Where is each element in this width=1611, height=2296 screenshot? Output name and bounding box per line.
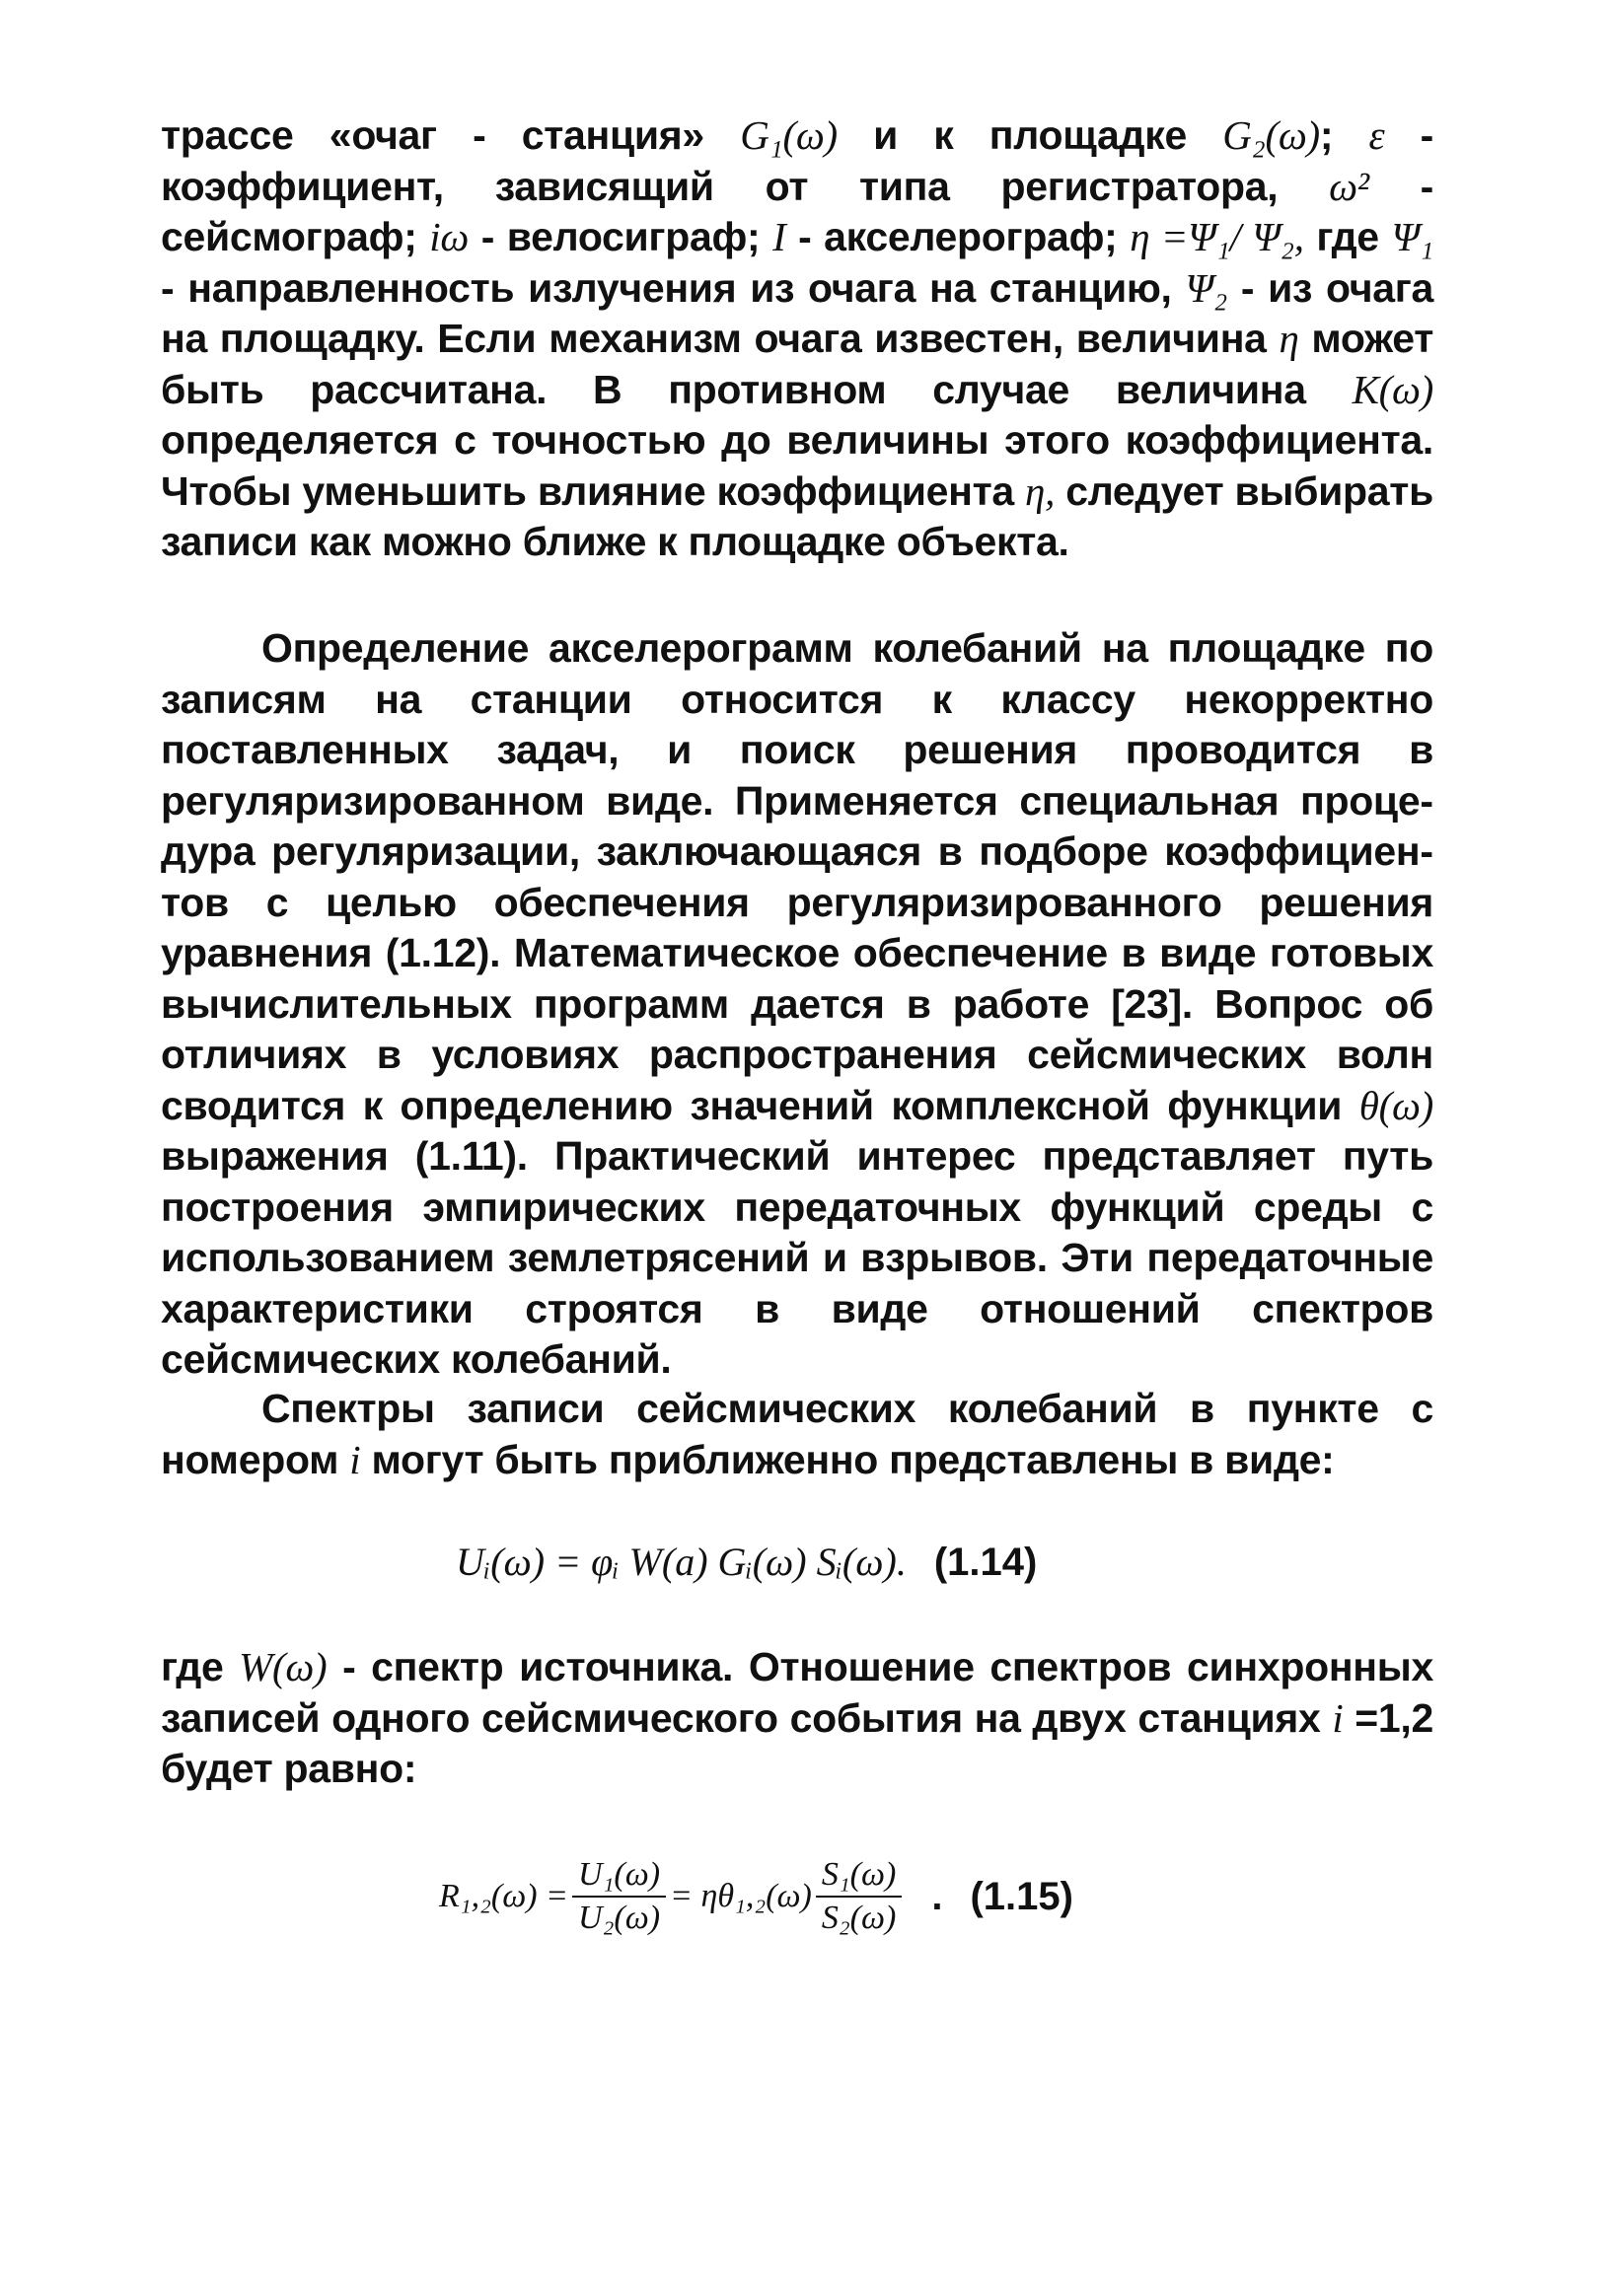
text-segment: - из очага на площадку. Если механизм очага известен, величина bbox=[161, 264, 1433, 361]
text-segment: - направленность излучения из очага на станцию, bbox=[161, 264, 1186, 311]
math-g1: G₁(ω) bbox=[740, 112, 838, 158]
paragraph-2 bbox=[161, 623, 1433, 1386]
fraction-numerator: U₁(ω) bbox=[572, 1856, 666, 1898]
math-eta: η bbox=[1279, 316, 1299, 361]
math-i: i bbox=[1332, 1694, 1344, 1741]
math-eta-definition: η =Ψ₁/ Ψ₂, bbox=[1130, 214, 1304, 259]
text-segment: - спектр источника. Отношение спектров синхронных записей одного сейсмического события на двух станциях bbox=[161, 1644, 1433, 1741]
math-I: I bbox=[772, 214, 786, 259]
text-segment: Определение акселерограмм колебаний на площадке по записям на станции относится к классу некорректно поставленных задач, и поиск решения проводится в регуляризированном виде. Применяется специальная процедура регуляризации, заключающаяся в подборе коэффициентов с целью обеспечения регуляризированного решения уравнения (1.12). Математическое обеспечение в виде готовых вычислительных программ дается в работе [23]. Вопрос об отличиях в условиях распространения сейсмических волн сводится к определению значений комплексной функции bbox=[161, 625, 1433, 1128]
math-psi1: Ψ₁ bbox=[1391, 214, 1433, 259]
text-segment: где bbox=[1303, 214, 1392, 259]
math-K: K(ω) bbox=[1352, 366, 1433, 412]
text-segment: - велосиграф; bbox=[469, 214, 773, 259]
paragraph-4 bbox=[161, 1642, 1433, 1795]
math-i: i bbox=[349, 1436, 361, 1482]
math-psi2: Ψ₂ bbox=[1185, 264, 1228, 311]
text-segment: где bbox=[161, 1644, 240, 1689]
text-segment: может быть рассчитана. В противном случае величина bbox=[161, 316, 1433, 412]
equation-period: . bbox=[931, 1874, 943, 1918]
text-segment: трассе «очаг - станция» bbox=[161, 112, 741, 158]
text-segment: могут быть приближенно представлены в виде: bbox=[360, 1436, 1335, 1482]
math-i-omega: iω bbox=[429, 214, 470, 259]
equation-lhs: R₁,₂(ω) = bbox=[439, 1878, 569, 1914]
text-segment: =1,2 будет равно: bbox=[161, 1694, 1433, 1791]
equation-1-14 bbox=[456, 1539, 1037, 1585]
text-segment: и к площадке bbox=[837, 112, 1223, 158]
text-segment: выражения (1.11). Практический интерес представляет путь построения эмпирических передаточных функций среды с использованием землетрясений и взрывов. Эти передаточные характеристики строятся в виде отношений спектров сейсмических колебаний. bbox=[161, 1133, 1433, 1382]
paragraph-1 bbox=[161, 110, 1433, 568]
math-omega-squared: ω² bbox=[1329, 163, 1369, 209]
fraction-numerator: S₁(ω) bbox=[816, 1856, 902, 1898]
equation-1-15 bbox=[439, 1842, 1073, 1951]
equation-number: (1.14) bbox=[933, 1541, 1038, 1584]
text-segment: определяется с точностью до величины этого коэффициента. Чтобы уменьшить влияние коэффициента bbox=[161, 417, 1433, 514]
equation-middle: = ηθ₁,₂(ω) bbox=[670, 1878, 812, 1914]
text-segment: - сейсмограф; bbox=[161, 163, 1433, 259]
text-segment: - коэффициент, зависящий от типа регистратора, bbox=[161, 112, 1433, 209]
text-segment: следует выбирать записи как можно ближе к площадке объекта. bbox=[161, 467, 1433, 564]
fraction-denominator: S₂(ω) bbox=[821, 1900, 897, 1936]
math-theta: θ(ω) bbox=[1358, 1082, 1433, 1128]
math-W: W(ω) bbox=[239, 1644, 328, 1689]
text-segment: - акселерограф; bbox=[785, 214, 1131, 259]
math-g2: G₂(ω) bbox=[1222, 112, 1320, 158]
text-segment: Спектры записи сейсмических колебаний в пункте с номером bbox=[161, 1386, 1433, 1482]
math-eta: η, bbox=[1025, 467, 1056, 514]
fraction-u bbox=[572, 1856, 666, 1937]
math-epsilon: ε bbox=[1368, 112, 1385, 158]
paragraph-3 bbox=[161, 1384, 1433, 1485]
fraction-denominator: U₂(ω) bbox=[578, 1900, 661, 1936]
equation-number: (1.15) bbox=[970, 1874, 1073, 1918]
text-segment: ; bbox=[1319, 112, 1369, 158]
equation-body: Uᵢ(ω) = φᵢ W(a) Gᵢ(ω) Sᵢ(ω). bbox=[456, 1540, 907, 1584]
fraction-s bbox=[816, 1856, 902, 1937]
